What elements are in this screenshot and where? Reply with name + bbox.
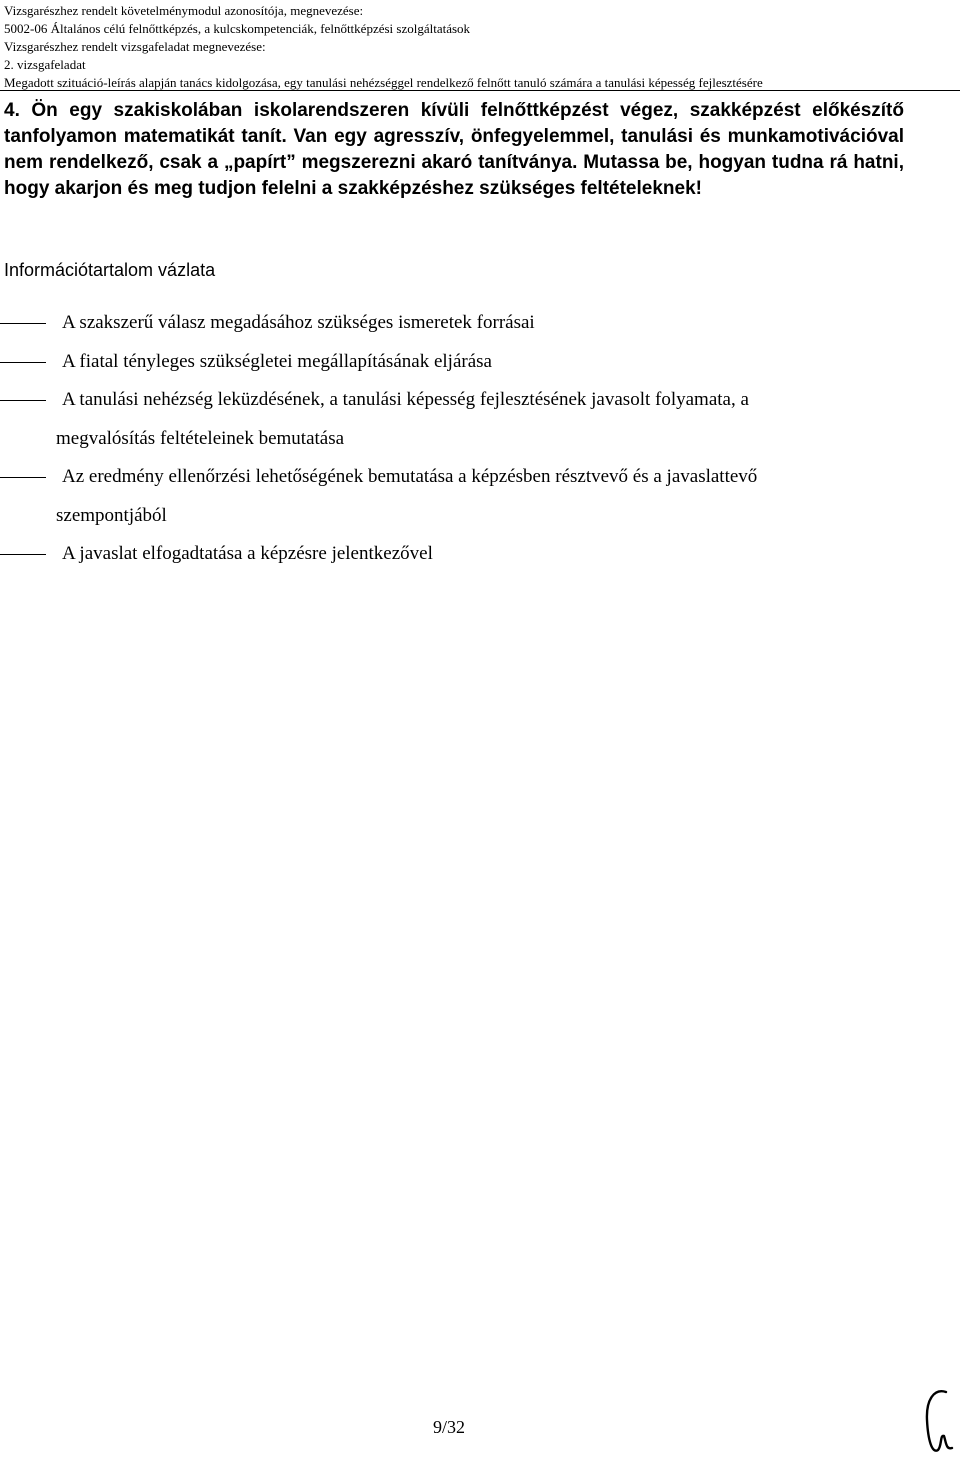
outline-item-text: A szakszerű válasz megadásához szükséges ismeretek forrásai: [62, 312, 535, 333]
outline-item: [0, 381, 900, 458]
header-module-label: Vizsgarészhez rendelt követelménymodul azonosítója, megnevezése:: [4, 3, 364, 18]
dash-bullet: [0, 477, 46, 478]
header-task-label: Vizsgarészhez rendelt vizsgafeladat megnevezése:: [4, 39, 266, 54]
dash-bullet: [0, 362, 46, 363]
outline-item-continuation: szempontjából: [56, 504, 167, 526]
outline-item: [0, 343, 900, 382]
outline-item: [0, 304, 900, 343]
outline-item-continuation: megvalósítás feltételeinek bemutatása: [56, 427, 345, 449]
header-task-number: 2. vizsgafeladat: [4, 57, 86, 72]
info-outline-title: Információtartalom vázlata: [4, 260, 216, 280]
signature-mark: [922, 1386, 956, 1458]
outline-item-text: A fiatal tényleges szükségletei megállapításának eljárása: [62, 350, 492, 372]
outline-item-text: Az eredmény ellenőrzési lehetőségének bemutatása a képzésben résztvevő és a javaslattevő: [62, 466, 758, 487]
outline-item-text: A tanulási nehézség leküzdésének, a tanulási képesség fejlesztésének javasolt folyamata, a: [62, 389, 749, 410]
header-divider: [0, 90, 960, 91]
page-header: [4, 2, 954, 92]
header-task-description: Megadott szituáció-leírás alapján tanács kidolgozása, egy tanulási nehézséggel rendelkező felnőtt tanuló számára a tanulási képesség fejlesztésére: [4, 75, 763, 90]
dash-bullet: [0, 323, 46, 324]
dash-bullet: [0, 554, 46, 555]
info-outline-list: [0, 304, 900, 574]
question-text: 4. Ön egy szakiskolában iskolarendszeren kívüli felnőttképzést végez, szakképzést előkészítő tanfolyamon matematikát tanít. Van egy agresszív, önfegyelemmel, tanulási és munkamotivációval nem rendelkező, csak a „papírt” megszerezni akaró tanítványa. Mutassa be, hogyan tudna rá hatni, hogy akarjon és meg tudjon felelni a szakképzéshez szükséges feltételeknek!: [4, 100, 904, 199]
outline-item-text: A javaslat elfogadtatása a képzésre jelentkezővel: [62, 543, 433, 564]
dash-bullet: [0, 400, 46, 401]
header-module-name: 5002-06 Általános célú felnőttképzés, a kulcskompetenciák, felnőttképzési szolgáltatások: [4, 21, 471, 36]
outline-item: [0, 535, 900, 574]
outline-item: [0, 458, 900, 535]
page-number: 9/32: [433, 1417, 466, 1437]
